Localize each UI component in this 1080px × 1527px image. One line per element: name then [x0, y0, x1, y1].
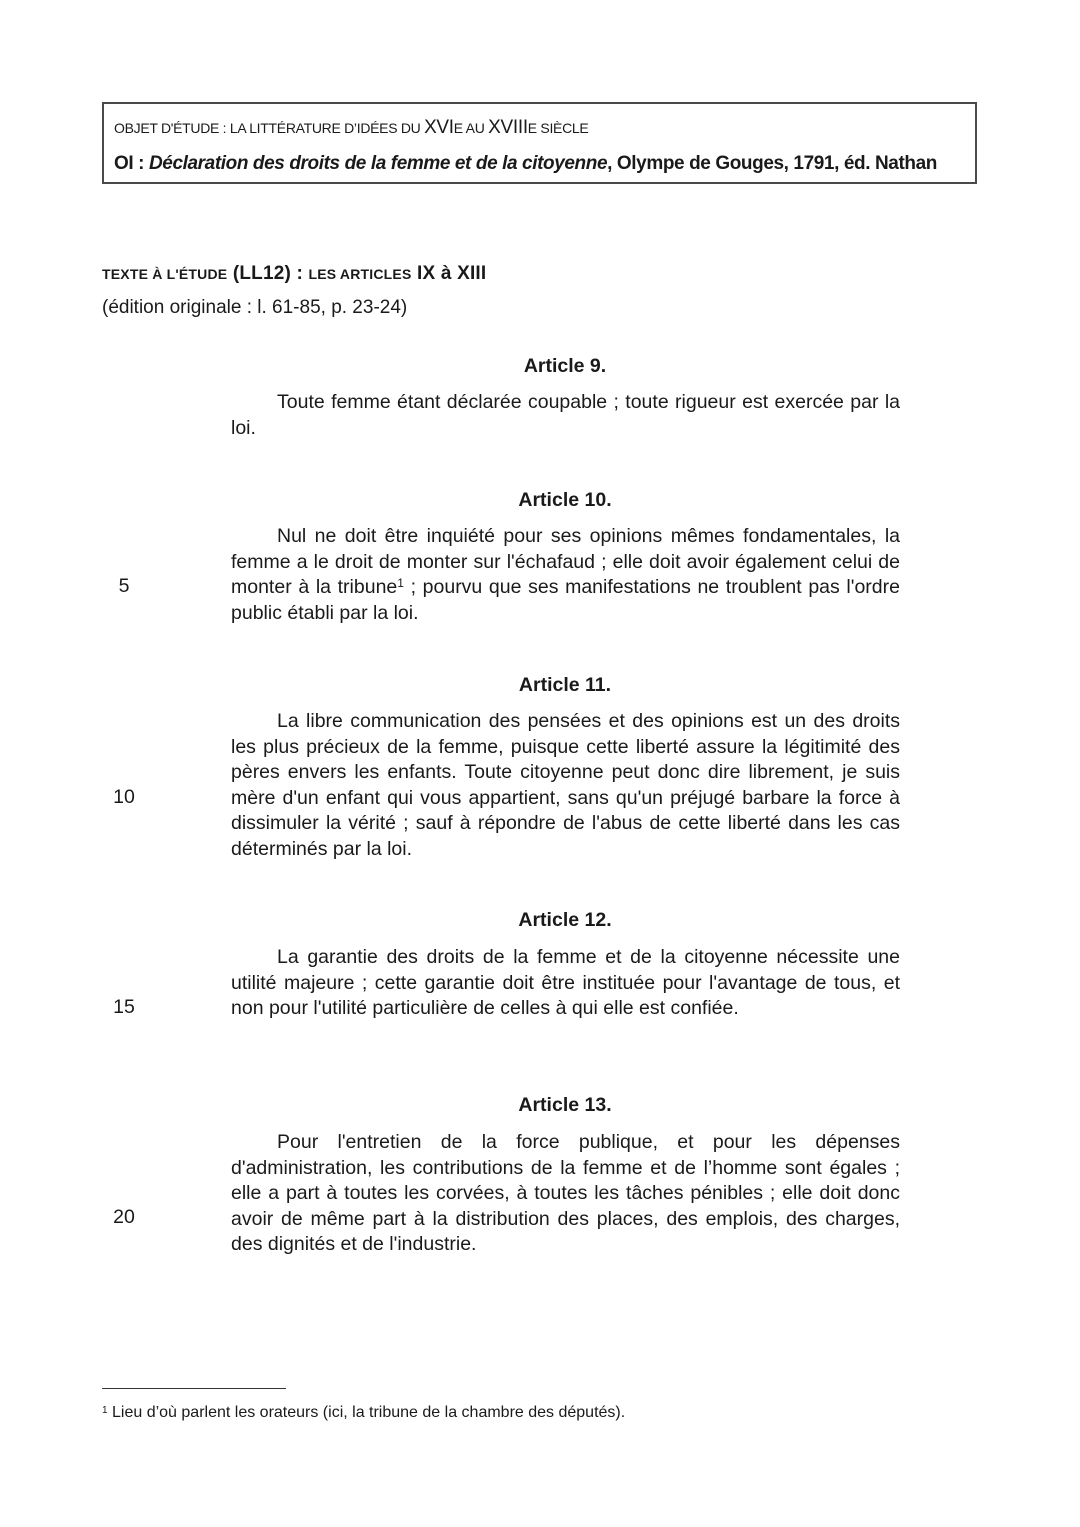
- article-text: Pour l'entretien de la force publique, et pour les dépenses d'administration, les contributions de la femme et de l’homme sont égales ; elle a part à toutes les corvées, à toutes les tâches pénibles ; elle doit donc avoir de même part à la distribution des places, des emplois, des charges, des dignités et de l'industrie.: [231, 1131, 900, 1255]
- section-title-b: (LL12) :: [227, 263, 309, 284]
- century-suffix: E: [453, 120, 463, 136]
- work-details: , Olympe de Gouges, 1791, éd. Nathan: [607, 153, 937, 174]
- footnote-mark: 1: [102, 1405, 108, 1416]
- line-number: 10: [113, 786, 135, 808]
- work-label: OI :: [114, 153, 149, 174]
- article-text: Toute femme étant déclarée coupable ; toute rigueur est exercée par la loi.: [231, 391, 900, 439]
- line-number: 20: [113, 1206, 135, 1228]
- century-start: XVI: [424, 117, 454, 138]
- century-suffix: E: [527, 120, 537, 136]
- article-text-part: Nul ne doit être inquiété pour ses opinions mêmes fondamentales, la femme a le droit de monter sur l'échafaud ; elle doit avoir également celui de monter à la tribune: [231, 525, 900, 598]
- header-box: [102, 102, 977, 184]
- article-title: Article 13.: [518, 1094, 612, 1116]
- section-title-a: TEXTE À L'ÉTUDE: [102, 266, 228, 282]
- line-number: 5: [118, 575, 130, 597]
- section-title-d: IX à XIII: [411, 263, 487, 284]
- section-title-c: LES ARTICLES: [308, 266, 412, 282]
- section-subtitle: (édition originale : l. 61-85, p. 23-24): [102, 297, 408, 318]
- article-title: Article 9.: [523, 355, 607, 377]
- article-text: La libre communication des pensées et des opinions est un des droits les plus précieux de la femme, puisque cette liberté assure la légitimité des pères envers les enfants. Toute citoyenne peut donc dire librement, je suis mère d'un enfant qui vous appartient, sans qu'un préjugé barbare la force à dissimuler la vérité ; sauf à répondre de l'abus de cette liberté dans les cas déterminés par la loi.: [231, 710, 900, 860]
- century-end: XVIII: [488, 117, 528, 138]
- work-title: Déclaration des droits de la femme et de la citoyenne: [148, 153, 608, 174]
- footnote-reference: 1: [397, 576, 404, 590]
- study-object-prefix: OBJET D'ÉTUDE : LA LITTÉRATURE D’IDÉES DU: [114, 120, 425, 136]
- article-text: La garantie des droits de la femme et de la citoyenne nécessite une utilité majeure ; cette garantie doit être instituée pour l'avantage de tous, et non pour l'utilité particulière de celles à qui elle est confiée.: [231, 946, 900, 1019]
- article-title: Article 12.: [518, 909, 612, 931]
- study-object-line: [114, 117, 588, 139]
- study-object-mid: AU: [462, 120, 489, 136]
- article-text: [231, 524, 900, 626]
- article-title: Article 10.: [518, 489, 612, 511]
- line-number: 15: [113, 996, 135, 1018]
- article-text-part: ; pourvu que ses manifestations ne troublent pas l'ordre public établi par la loi.: [231, 576, 900, 624]
- article-title: Article 11.: [518, 674, 612, 696]
- footnote: [102, 1404, 625, 1422]
- work-line: [114, 153, 937, 175]
- footnote-text: Lieu d’où parlent les orateurs (ici, la tribune de la chambre des députés).: [107, 1404, 626, 1421]
- section-title: [102, 263, 486, 285]
- study-object-suffix: SIÈCLE: [536, 120, 589, 136]
- footnote-divider: [102, 1388, 286, 1389]
